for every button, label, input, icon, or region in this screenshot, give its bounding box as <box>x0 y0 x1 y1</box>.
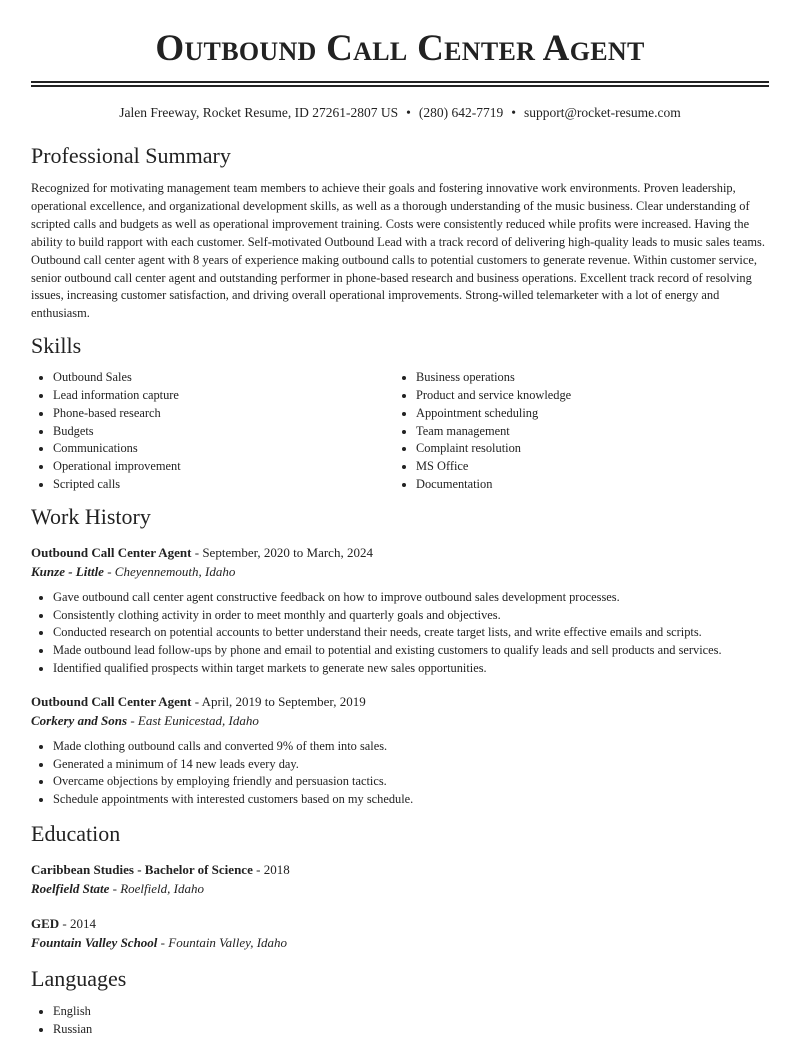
job-title-line: Outbound Call Center Agent - April, 2019 to September, 2019 <box>31 693 366 709</box>
contact-separator: • <box>511 105 516 120</box>
resume-page <box>31 0 769 1039</box>
skills-column-left <box>31 369 394 494</box>
job-entry <box>31 693 769 809</box>
job-duties <box>31 738 769 809</box>
contact-phone: (280) 642-7719 <box>418 105 504 120</box>
contact-separator: • <box>406 105 411 120</box>
job-location: Cheyennemouth, Idaho <box>114 563 236 579</box>
duty-item: • Identified qualified prospects within target markets to generate new sales opportunities. <box>53 660 769 678</box>
job-employer-line: Corkery and Sons - East Eunicestad, Idaho <box>31 712 259 728</box>
section-heading-work-history: Work History <box>31 503 151 529</box>
language-item: • Russian <box>53 1021 769 1039</box>
job-entry <box>31 544 769 678</box>
skill-item: • Appointment scheduling <box>416 405 757 423</box>
duty-item: • Schedule appointments with interested customers based on my schedule. <box>53 791 769 809</box>
education-degree-line: Caribbean Studies - Bachelor of Science - 2018 <box>31 862 290 877</box>
resume-name-title: Outbound Call Center Agent <box>155 28 645 69</box>
skill-item: • Documentation <box>416 476 757 494</box>
contact-line <box>31 104 769 122</box>
skill-item: • Team management <box>416 423 757 441</box>
education-school: Fountain Valley School <box>31 935 158 950</box>
skill-item: • MS Office <box>416 458 757 476</box>
job-location: East Eunicestad, Idaho <box>137 712 259 728</box>
job-employer-line: Kunze - Little - Cheyennemouth, Idaho <box>31 563 236 579</box>
language-item: • English <box>53 1003 769 1021</box>
skills-list <box>31 369 769 494</box>
job-company: Kunze - Little <box>31 563 104 579</box>
education-year: 2018 <box>263 862 290 877</box>
education-entry <box>31 861 769 898</box>
education-entry <box>31 915 769 952</box>
section-heading-languages: Languages <box>31 966 127 991</box>
skill-item: • Lead information capture <box>53 387 394 405</box>
skills-column-right <box>394 369 757 494</box>
job-company: Corkery and Sons <box>31 712 128 728</box>
contact-email: support@rocket-resume.com <box>523 105 681 120</box>
education-location: Roelfield, Idaho <box>120 881 204 896</box>
skill-item: • Outbound Sales <box>53 369 394 387</box>
education-location: Fountain Valley, Idaho <box>168 935 288 950</box>
section-heading-skills: Skills <box>31 333 82 359</box>
education-school-line: Roelfield State - Roelfield, Idaho <box>31 881 204 896</box>
contact-address: Jalen Freeway, Rocket Resume, ID 27261-2807 US <box>119 105 399 120</box>
summary-text: Recognized for motivating management team members to achieve their goals and fostering innovative work environments. Proven leadership, operational excellence, and organizational development skills, as well as a thorough understanding of the music business. Clear understanding of scripted calls and budgets as well as operational improvement training. Costs were consistently reduced while profits were increased. Having the ability to build rapport with each customer. Self-motivated Outbound Lead with a track record of delivering high-quality leads to music sales teams. Outbound call center agent with 8 years of experience making outbound calls to potential customers to generate revenue. Within customer service, senior outbound call center agent and outstanding performer in phone-based research and business operations. Excellent track record of resolving issues, increasing customer satisfaction, and driving overall operational improvements. Strong-willed telemarketer with a lot of energy and enthusiasm. <box>31 181 765 321</box>
education-degree-line: GED - 2014 <box>31 916 97 931</box>
skill-item: • Business operations <box>416 369 757 387</box>
languages-list <box>31 1003 769 1039</box>
job-dates: September, 2020 to March, 2024 <box>202 544 373 560</box>
section-heading-summary: Professional Summary <box>31 143 231 168</box>
skill-item: • Phone-based research <box>53 405 394 423</box>
education-degree: Caribbean Studies - Bachelor of Science <box>31 862 253 877</box>
job-dates: April, 2019 to September, 2019 <box>201 693 366 709</box>
header-double-rule <box>31 81 769 87</box>
duty-item: • Made clothing outbound calls and converted 9% of them into sales. <box>53 738 769 756</box>
duty-item: • Made outbound lead follow-ups by phone and email to potential and existing customers to qualify leads and sell products and services. <box>53 642 769 660</box>
job-title: Outbound Call Center Agent <box>31 693 192 709</box>
skill-item: • Product and service knowledge <box>416 387 757 405</box>
skill-item: • Complaint resolution <box>416 440 757 458</box>
skill-item: • Budgets <box>53 423 394 441</box>
skill-item: • Operational improvement <box>53 458 394 476</box>
skill-item: • Communications <box>53 440 394 458</box>
job-duties <box>31 589 769 678</box>
education-year: 2014 <box>70 916 97 931</box>
section-heading-education: Education <box>31 821 121 846</box>
education-degree: GED <box>31 916 60 931</box>
duty-item: • Generated a minimum of 14 new leads every day. <box>53 756 769 774</box>
duty-item: • Gave outbound call center agent constructive feedback on how to improve outbound sales development processes. <box>53 589 769 607</box>
education-school-line: Fountain Valley School - Fountain Valley, Idaho <box>31 935 288 950</box>
job-title-line: Outbound Call Center Agent - September, 2020 to March, 2024 <box>31 544 373 560</box>
duty-item: • Conducted research on potential accounts to better understand their needs, create target lists, and write effective emails and scripts. <box>53 624 769 642</box>
education-school: Roelfield State <box>31 881 110 896</box>
duty-item: • Consistently clothing activity in order to meet monthly and quarterly goals and objectives. <box>53 607 769 625</box>
job-title: Outbound Call Center Agent <box>31 544 192 560</box>
duty-item: • Overcame objections by employing friendly and persuasion tactics. <box>53 773 769 791</box>
skill-item: • Scripted calls <box>53 476 394 494</box>
